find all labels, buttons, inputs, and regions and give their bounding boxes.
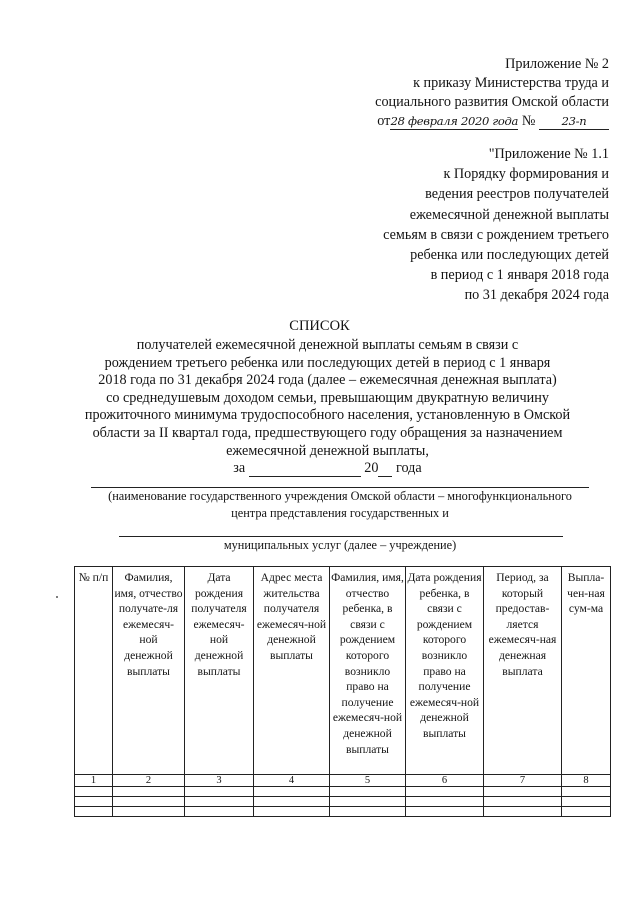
table-cell — [113, 787, 185, 797]
table-cell — [75, 787, 113, 797]
appendix-number: Приложение № 2 — [505, 56, 609, 72]
column-number: 4 — [254, 775, 330, 787]
sub-appendix-line: ежемесячной денежной выплаты — [409, 206, 609, 223]
table-header-row — [75, 567, 611, 775]
column-number: 7 — [484, 775, 562, 787]
appendix-order-ref: к приказу Министерства труда и — [413, 75, 609, 91]
table-cell — [113, 797, 185, 807]
header-cell-number: № п/п — [75, 567, 113, 775]
number-label: № — [521, 113, 536, 129]
table-cell — [330, 797, 406, 807]
column-number: 5 — [330, 775, 406, 787]
table-cell — [254, 807, 330, 817]
table-cell — [75, 807, 113, 817]
table-cell — [406, 787, 484, 797]
table-row — [75, 787, 611, 797]
table-cell — [562, 807, 611, 817]
period-suffix: года — [396, 460, 422, 477]
institution-caption-line2: центра представления государственных и — [231, 506, 449, 520]
table-cell — [185, 787, 254, 797]
table-row — [75, 807, 611, 817]
column-number: 1 — [75, 775, 113, 787]
margin-mark — [56, 596, 58, 598]
description-line: 2018 года по 31 декабря 2024 года (далее – ежемесячная денежная выплата) — [98, 372, 557, 389]
column-number: 3 — [185, 775, 254, 787]
table-cell — [185, 807, 254, 817]
table-cell — [330, 807, 406, 817]
institution-caption-line3: муниципальных услуг (далее – учреждение) — [223, 538, 457, 552]
year-blank — [378, 461, 392, 477]
table-cell — [562, 787, 611, 797]
header-cell-amount: Выпла-чен-ная сум-ма — [562, 567, 611, 775]
column-number: 8 — [562, 775, 611, 787]
header-cell-recipient-name: Фамилия, имя, отчество получате-ля ежемесяч-ной денежной выплаты — [113, 567, 185, 775]
period-prefix: за — [233, 460, 246, 477]
sub-appendix-line: к Порядку формирования и — [443, 166, 609, 183]
table-cell — [484, 807, 562, 817]
description-line: ежемесячной денежной выплаты, — [226, 442, 429, 459]
table-cell — [562, 797, 611, 807]
institution-caption-3 — [70, 537, 610, 554]
document-title: СПИСОК — [289, 318, 350, 334]
header-cell-address: Адрес места жительства получателя ежемесяч-ной денежной выплаты — [254, 567, 330, 775]
header-cell-child-name: Фамилия, имя, отчество ребенка, в связи с рождением которого возникло право на получение ежемесяч-ной денежной выплаты — [330, 567, 406, 775]
table-cell — [254, 797, 330, 807]
document-description — [70, 337, 585, 478]
recipients-table — [74, 566, 611, 817]
period-blank — [249, 461, 361, 477]
institution-caption — [70, 488, 610, 522]
sub-appendix-line: ребенка или последующих детей — [410, 247, 609, 264]
period-line — [70, 460, 585, 478]
sub-appendix-line: по 31 декабря 2024 года — [464, 287, 609, 304]
handwritten-date: 28 февраля 2020 года — [390, 114, 519, 128]
sub-appendix — [383, 144, 609, 306]
description-line: рождением третьего ребенка или последующих детей в период с 1 января — [104, 354, 551, 371]
sub-appendix-line: ведения реестров получателей — [425, 186, 609, 203]
table-row — [75, 797, 611, 807]
appendix-ministry: социального развития Омской области — [375, 94, 609, 110]
table-cell — [484, 787, 562, 797]
handwritten-number: 23-п — [539, 114, 609, 130]
table-cell — [75, 797, 113, 807]
description-line: прожиточного минимума трудоспособного населения, установленную в Омской — [84, 407, 571, 424]
institution-caption-line1: (наименование государственного учреждения Омской области – многофункционального — [108, 489, 572, 503]
appendix-header — [375, 55, 609, 131]
table-cell — [113, 807, 185, 817]
table-cell — [254, 787, 330, 797]
table-cell — [484, 797, 562, 807]
description-line: области за II квартал года, предшествующего году обращения за назначением — [92, 424, 563, 441]
description-line: со среднедушевым доходом семьи, превышающим двукратную величину — [106, 389, 549, 406]
table-cell — [406, 807, 484, 817]
period-year-prefix: 20 — [364, 460, 379, 477]
column-number: 2 — [113, 775, 185, 787]
table-column-numbers-row — [75, 775, 611, 787]
sub-appendix-line: "Приложение № 1.1 — [488, 146, 609, 162]
description-line: получателей ежемесячной денежной выплаты семьям в связи с — [136, 337, 519, 353]
table-cell — [406, 797, 484, 807]
column-number: 6 — [406, 775, 484, 787]
table-cell — [185, 797, 254, 807]
header-cell-child-birthdate: Дата рождения ребенка, в связи с рождением которого возникло право на получение ежемесяч-ной денежной выплаты — [406, 567, 484, 775]
sub-appendix-line: в период с 1 января 2018 года — [430, 267, 609, 284]
table-cell — [330, 787, 406, 797]
header-cell-period: Период, за который предостав-ляется ежемесяч-ная денежная выплата — [484, 567, 562, 775]
date-prefix: от — [377, 113, 391, 129]
sub-appendix-line: семьям в связи с рождением третьего — [383, 226, 609, 243]
header-cell-recipient-birthdate: Дата рождения получателя ежемесяч-ной денежной выплаты — [185, 567, 254, 775]
appendix-date-line — [375, 112, 609, 131]
